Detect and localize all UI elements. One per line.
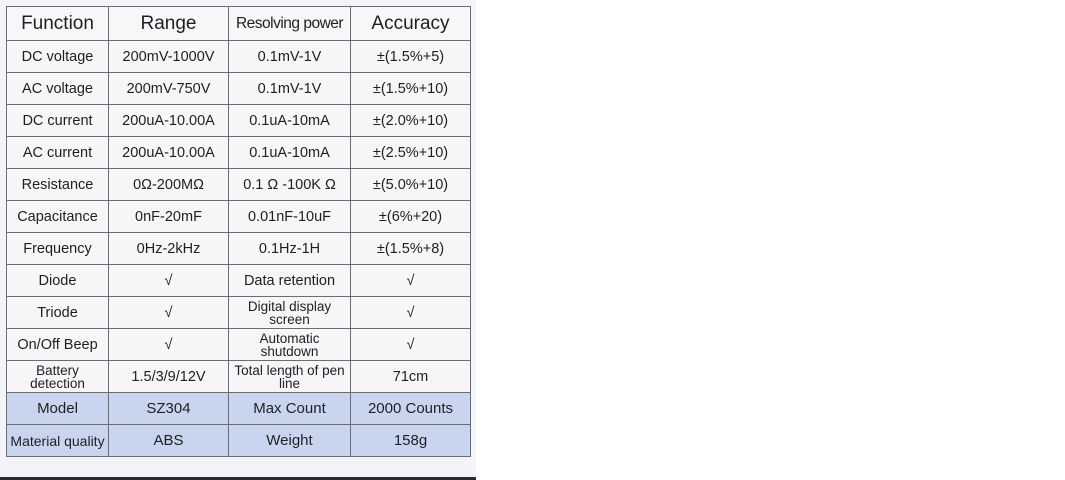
cell-accuracy: √ — [351, 329, 471, 361]
cell-resolving-power: Weight — [229, 425, 351, 457]
cell-range: 1.5/3/9/12V — [109, 361, 229, 393]
spec-panel — [0, 0, 476, 480]
cell-resolving-power: 0.1 Ω -100K Ω — [229, 169, 351, 201]
cell-range: √ — [109, 329, 229, 361]
cell-range: √ — [109, 265, 229, 297]
table-row — [7, 41, 471, 73]
cell-accuracy: √ — [351, 297, 471, 329]
cell-resolving-power: Automatic shutdown — [229, 329, 351, 361]
cell-accuracy: 71cm — [351, 361, 471, 393]
cell-accuracy: ±(2.0%+10) — [351, 105, 471, 137]
cell-resolving-power: Digital display screen — [229, 297, 351, 329]
cell-accuracy: 2000 Counts — [351, 393, 471, 425]
cell-range: 200uA-10.00A — [109, 105, 229, 137]
table-row — [7, 73, 471, 105]
cell-range: 0nF-20mF — [109, 201, 229, 233]
table-row — [7, 105, 471, 137]
cell-range: SZ304 — [109, 393, 229, 425]
table-body — [7, 41, 471, 457]
cell-function: Model — [7, 393, 109, 425]
table-row — [7, 201, 471, 233]
cell-range: 200mV-1000V — [109, 41, 229, 73]
cell-function: DC voltage — [7, 41, 109, 73]
table-row — [7, 265, 471, 297]
cell-function: Resistance — [7, 169, 109, 201]
table-row — [7, 393, 471, 425]
cell-range: √ — [109, 297, 229, 329]
cell-function: On/Off Beep — [7, 329, 109, 361]
cell-function: Capacitance — [7, 201, 109, 233]
cell-function: Frequency — [7, 233, 109, 265]
cell-function: AC current — [7, 137, 109, 169]
cell-function: Material quality — [7, 425, 109, 457]
cell-range: 200uA-10.00A — [109, 137, 229, 169]
table-row — [7, 297, 471, 329]
cell-accuracy: √ — [351, 265, 471, 297]
cell-resolving-power: 0.1mV-1V — [229, 73, 351, 105]
cell-accuracy: ±(5.0%+10) — [351, 169, 471, 201]
header-function: Function — [7, 7, 109, 41]
cell-accuracy: 158g — [351, 425, 471, 457]
cell-range: 200mV-750V — [109, 73, 229, 105]
cell-accuracy: ±(1.5%+5) — [351, 41, 471, 73]
table-row — [7, 137, 471, 169]
cell-range: 0Hz-2kHz — [109, 233, 229, 265]
header-row — [7, 7, 471, 41]
header-resolving-power: Resolving power — [229, 7, 351, 41]
cell-function: Diode — [7, 265, 109, 297]
table-row — [7, 233, 471, 265]
cell-function: Battery detection — [7, 361, 109, 393]
table-row — [7, 361, 471, 393]
cell-function: AC voltage — [7, 73, 109, 105]
header-accuracy: Accuracy — [351, 7, 471, 41]
table-row — [7, 329, 471, 361]
cell-resolving-power: 0.1uA-10mA — [229, 137, 351, 169]
table-row — [7, 425, 471, 457]
cell-accuracy: ±(1.5%+10) — [351, 73, 471, 105]
cell-resolving-power: Max Count — [229, 393, 351, 425]
cell-range: ABS — [109, 425, 229, 457]
cell-resolving-power: 0.1mV-1V — [229, 41, 351, 73]
header-range: Range — [109, 7, 229, 41]
specification-table — [6, 6, 471, 457]
cell-resolving-power: 0.1Hz-1H — [229, 233, 351, 265]
cell-resolving-power: Total length of pen line — [229, 361, 351, 393]
cell-resolving-power: 0.01nF-10uF — [229, 201, 351, 233]
cell-resolving-power: 0.1uA-10mA — [229, 105, 351, 137]
cell-resolving-power: Data retention — [229, 265, 351, 297]
cell-function: DC current — [7, 105, 109, 137]
cell-range: 0Ω-200MΩ — [109, 169, 229, 201]
cell-accuracy: ±(1.5%+8) — [351, 233, 471, 265]
cell-accuracy: ±(2.5%+10) — [351, 137, 471, 169]
cell-function: Triode — [7, 297, 109, 329]
table-row — [7, 169, 471, 201]
cell-accuracy: ±(6%+20) — [351, 201, 471, 233]
